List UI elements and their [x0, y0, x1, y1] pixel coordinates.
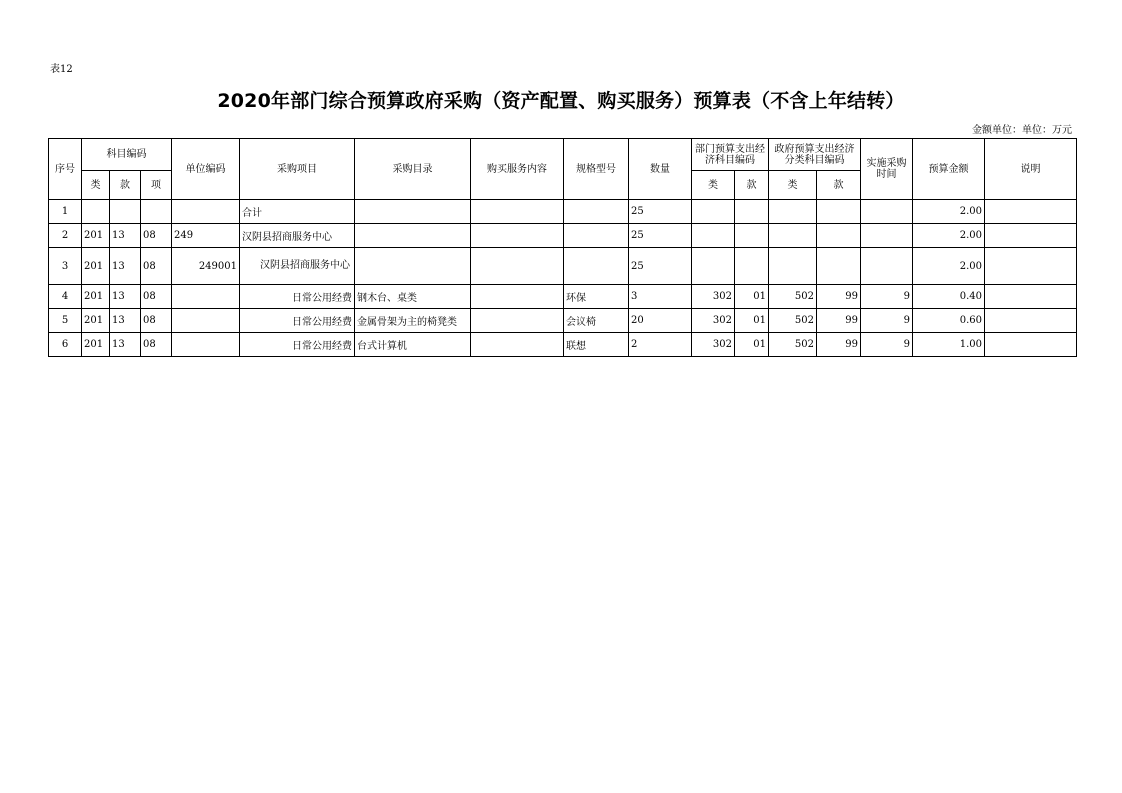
procurement-budget-table	[48, 138, 1077, 357]
cell-spec: 环保	[564, 285, 629, 309]
cell-xiang: 08	[141, 333, 172, 357]
cell-kuan: 13	[110, 309, 141, 333]
cell-note	[985, 248, 1077, 285]
cell-dept-kuan: 01	[735, 309, 769, 333]
cell-service	[471, 248, 564, 285]
cell-catalog	[355, 224, 471, 248]
header-unit-code: 单位编码	[172, 139, 240, 200]
table-number: 表12	[50, 64, 73, 75]
table-row	[49, 333, 1077, 357]
cell-amount: 2.00	[913, 248, 985, 285]
cell-dept-lei	[692, 248, 735, 285]
header-subject-lei: 类	[82, 171, 110, 200]
cell-lei: 201	[82, 309, 110, 333]
cell-unit-code	[172, 333, 240, 357]
cell-qty: 25	[629, 200, 692, 224]
table-row	[49, 200, 1077, 224]
cell-seq: 6	[49, 333, 82, 357]
header-subject-code: 科目编码	[82, 139, 172, 171]
cell-impl-time	[861, 248, 913, 285]
cell-seq: 4	[49, 285, 82, 309]
cell-qty: 25	[629, 248, 692, 285]
cell-lei: 201	[82, 224, 110, 248]
cell-project: 合计	[240, 200, 355, 224]
cell-impl-time	[861, 224, 913, 248]
cell-dept-lei: 302	[692, 285, 735, 309]
cell-amount: 1.00	[913, 333, 985, 357]
cell-gov-kuan	[817, 248, 861, 285]
table-row	[49, 224, 1077, 248]
cell-dept-lei: 302	[692, 333, 735, 357]
header-dept-kuan: 款	[735, 171, 769, 200]
cell-amount: 2.00	[913, 200, 985, 224]
cell-unit-code	[172, 285, 240, 309]
cell-dept-kuan	[735, 248, 769, 285]
cell-service	[471, 285, 564, 309]
cell-kuan: 13	[110, 285, 141, 309]
cell-service	[471, 333, 564, 357]
cell-catalog	[355, 248, 471, 285]
cell-amount: 0.40	[913, 285, 985, 309]
cell-gov-lei	[769, 248, 817, 285]
header-project: 采购项目	[240, 139, 355, 200]
cell-seq: 1	[49, 200, 82, 224]
cell-catalog: 金属骨架为主的椅凳类	[355, 309, 471, 333]
cell-qty: 25	[629, 224, 692, 248]
cell-seq: 2	[49, 224, 82, 248]
header-note: 说明	[985, 139, 1077, 200]
cell-unit-code	[172, 309, 240, 333]
cell-xiang: 08	[141, 285, 172, 309]
cell-impl-time: 9	[861, 285, 913, 309]
cell-project: 日常公用经费	[240, 333, 355, 357]
cell-impl-time: 9	[861, 309, 913, 333]
cell-note	[985, 200, 1077, 224]
header-catalog: 采购目录	[355, 139, 471, 200]
cell-gov-lei	[769, 224, 817, 248]
header-dept-lei: 类	[692, 171, 735, 200]
cell-gov-lei: 502	[769, 309, 817, 333]
cell-seq: 3	[49, 248, 82, 285]
table-row	[49, 309, 1077, 333]
header-service: 购买服务内容	[471, 139, 564, 200]
cell-lei: 201	[82, 248, 110, 285]
cell-note	[985, 285, 1077, 309]
cell-spec	[564, 200, 629, 224]
cell-spec: 会议椅	[564, 309, 629, 333]
cell-service	[471, 200, 564, 224]
cell-project: 汉阴县招商服务中心	[240, 224, 355, 248]
cell-spec	[564, 224, 629, 248]
cell-dept-lei	[692, 200, 735, 224]
cell-unit-code	[172, 200, 240, 224]
cell-qty: 20	[629, 309, 692, 333]
header-subject-kuan: 款	[110, 171, 141, 200]
header-seq: 序号	[49, 139, 82, 200]
cell-gov-kuan: 99	[817, 285, 861, 309]
cell-gov-lei: 502	[769, 285, 817, 309]
cell-dept-kuan	[735, 224, 769, 248]
table-row	[49, 285, 1077, 309]
header-gov-lei: 类	[769, 171, 817, 200]
cell-dept-kuan: 01	[735, 285, 769, 309]
cell-seq: 5	[49, 309, 82, 333]
header-dept-econ: 部门预算支出经济科目编码	[692, 139, 769, 171]
cell-lei: 201	[82, 285, 110, 309]
cell-xiang	[141, 200, 172, 224]
cell-amount: 2.00	[913, 224, 985, 248]
header-spec: 规格型号	[564, 139, 629, 200]
header-gov-kuan: 款	[817, 171, 861, 200]
cell-xiang: 08	[141, 309, 172, 333]
cell-spec	[564, 248, 629, 285]
cell-unit-code: 249001	[172, 248, 240, 285]
cell-kuan: 13	[110, 333, 141, 357]
table-row	[49, 248, 1077, 285]
cell-gov-kuan: 99	[817, 309, 861, 333]
amount-unit-label: 金额单位：单位：万元	[972, 125, 1072, 136]
cell-xiang: 08	[141, 248, 172, 285]
page-title: 2020年部门综合预算政府采购（资产配置、购买服务）预算表（不含上年结转）	[217, 90, 905, 112]
cell-catalog	[355, 200, 471, 224]
cell-service	[471, 309, 564, 333]
cell-dept-kuan: 01	[735, 333, 769, 357]
header-amount: 预算金额	[913, 139, 985, 200]
cell-dept-lei	[692, 224, 735, 248]
cell-project-text: 汉阴县招商服务中心	[260, 260, 350, 271]
cell-qty: 2	[629, 333, 692, 357]
cell-catalog: 台式计算机	[355, 333, 471, 357]
cell-gov-lei: 502	[769, 333, 817, 357]
cell-project: 日常公用经费	[240, 285, 355, 309]
cell-kuan: 13	[110, 248, 141, 285]
header-gov-econ: 政府预算支出经济分类科目编码	[769, 139, 861, 171]
cell-kuan: 13	[110, 224, 141, 248]
cell-lei	[82, 200, 110, 224]
header-qty: 数量	[629, 139, 692, 200]
cell-catalog: 钢木台、桌类	[355, 285, 471, 309]
cell-lei: 201	[82, 333, 110, 357]
cell-amount: 0.60	[913, 309, 985, 333]
cell-note	[985, 224, 1077, 248]
cell-gov-kuan	[817, 224, 861, 248]
cell-dept-kuan	[735, 200, 769, 224]
header-impl-time: 实施采购时间	[861, 139, 913, 200]
cell-xiang: 08	[141, 224, 172, 248]
cell-dept-lei: 302	[692, 309, 735, 333]
cell-spec: 联想	[564, 333, 629, 357]
cell-impl-time: 9	[861, 333, 913, 357]
cell-gov-lei	[769, 200, 817, 224]
cell-qty: 3	[629, 285, 692, 309]
cell-kuan	[110, 200, 141, 224]
cell-note	[985, 309, 1077, 333]
cell-project	[240, 248, 355, 285]
cell-impl-time	[861, 200, 913, 224]
cell-gov-kuan: 99	[817, 333, 861, 357]
cell-note	[985, 333, 1077, 357]
header-subject-xiang: 项	[141, 171, 172, 200]
cell-unit-code: 249	[172, 224, 240, 248]
cell-gov-kuan	[817, 200, 861, 224]
cell-project: 日常公用经费	[240, 309, 355, 333]
cell-service	[471, 224, 564, 248]
